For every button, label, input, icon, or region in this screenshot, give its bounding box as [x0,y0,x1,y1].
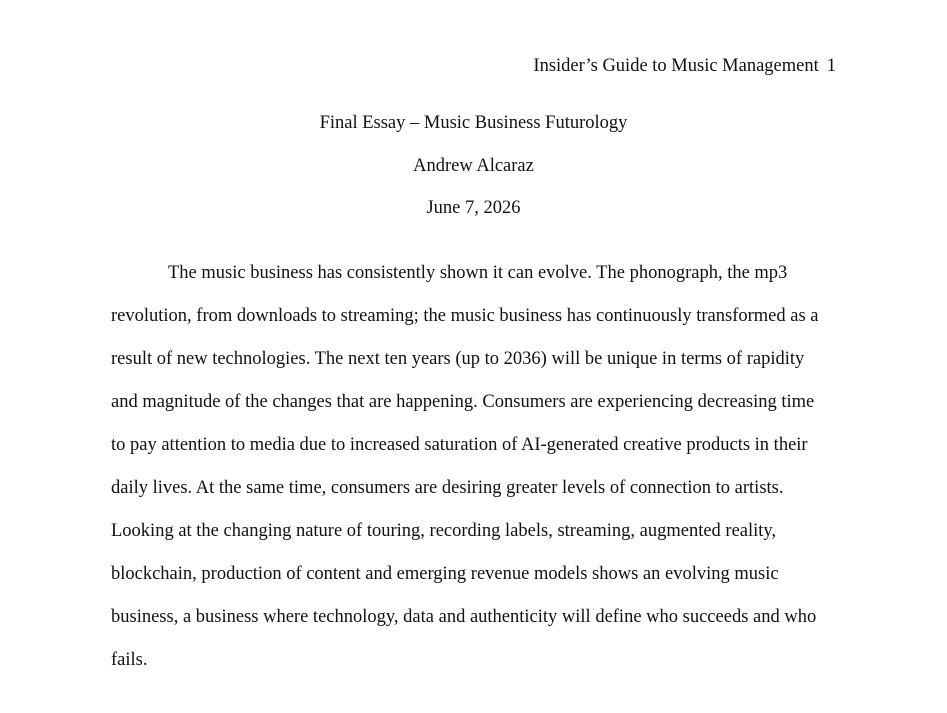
essay-date: June 7, 2026 [426,198,521,218]
body-line: blockchain, production of content and emerging revenue models shows an evolving music [111,564,779,584]
body-line: business, a business where technology, data and authenticity will define who succeeds and who [111,607,817,627]
body-line: revolution, from downloads to streaming; the music business has continuously transformed as a [111,306,819,326]
essay-title: Final Essay – Music Business Futurology [319,113,628,133]
body-line: The music business has consistently shown it can evolve. The phonograph, the mp3 [168,263,788,283]
essay-body [111,262,836,692]
body-line: Looking at the changing nature of touring, recording labels, streaming, augmented reality, [111,521,777,541]
body-line: daily lives. At the same time, consumers are desiring greater levels of connection to artists. [111,478,784,498]
body-line: fails. [111,650,148,670]
page-number: 1 [826,56,836,76]
running-head [533,55,836,77]
body-line: and magnitude of the changes that are happening. Consumers are experiencing decreasing time [111,392,815,412]
body-line: result of new technologies. The next ten years (up to 2036) will be unique in terms of rapidity [111,349,805,369]
author-name: Andrew Alcaraz [413,156,534,176]
running-head-title: Insider’s Guide to Music Management [533,56,819,76]
body-line: to pay attention to media due to increased saturation of AI-generated creative products in their [111,435,808,455]
